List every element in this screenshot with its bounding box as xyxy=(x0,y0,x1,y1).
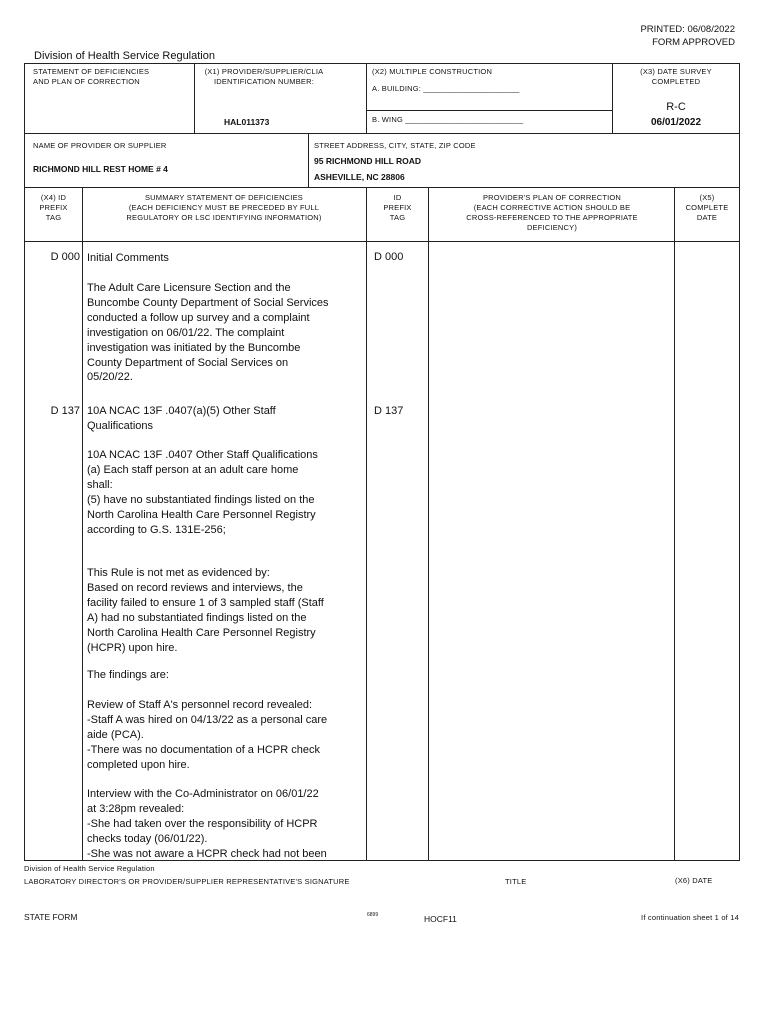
building-label: A. BUILDING: ______________________ xyxy=(372,84,520,93)
survey-date: 06/01/2022 xyxy=(650,117,702,128)
entry-d137-interview: Interview with the Co-Administrator on 06/01/22 at 3:28pm revealed: -She had taken over the responsibility of HCPR checks today (06/01/22). -She was not aware a HCPR check had not been xyxy=(87,788,327,860)
wing-label: B. WING ___________________________ xyxy=(372,115,524,124)
address-line1: 95 RICHMOND HILL ROAD xyxy=(314,156,422,166)
signature-label: LABORATORY DIRECTOR'S OR PROVIDER/SUPPLIER REPRESENTATIVE'S SIGNATURE xyxy=(24,877,350,886)
entry-d137-title: 10A NCAC 13F .0407(a)(5) Other Staff Qualifications xyxy=(87,405,276,432)
provider-name: RICHMOND HILL REST HOME # 4 xyxy=(33,164,168,174)
entry-d137-id-tag: D 137 xyxy=(374,405,404,417)
x3-label: (X3) DATE SURVEY COMPLETED xyxy=(640,67,712,86)
hocf-code: HOCF11 xyxy=(424,914,457,924)
entry-d000-id-tag: D 000 xyxy=(374,251,404,263)
address-label: STREET ADDRESS, CITY, STATE, ZIP CODE xyxy=(314,141,476,150)
entry-d000-title: Initial Comments xyxy=(87,252,169,264)
survey-code: R-C xyxy=(666,101,686,113)
entry-d137-review: Review of Staff A's personnel record revealed: -Staff A was hired on 04/13/22 as a personal care aide (PCA). -There was no documentation of a HCPR check completed upon hire. xyxy=(87,699,328,771)
col-x5-header: (X5) COMPLETE DATE xyxy=(685,193,729,222)
entry-d137-rule: 10A NCAC 13F .0407 Other Staff Qualifications (a) Each staff person at an adult care home shall: (5) have no substantiated findings listed on the North Carolina Health Care Personnel Registry according to G.S. 131E-256; xyxy=(87,449,318,536)
entry-d000-tag: D 000 xyxy=(50,251,80,263)
x2-label: (X2) MULTIPLE CONSTRUCTION xyxy=(372,67,493,76)
col-x4-header: (X4) ID PREFIX TAG xyxy=(39,193,68,222)
entry-d137-evidence: This Rule is not met as evidenced by: Based on record reviews and interviews, the facility failed to ensure 1 of 3 sampled staff (Staff A) had no substantiated findings listed on the North Carolina Health Care Personnel Registry (HCPR) upon hire. xyxy=(87,567,324,654)
agency-name: Division of Health Service Regulation xyxy=(34,50,215,62)
col-id-header: ID PREFIX TAG xyxy=(383,193,412,222)
provider-name-label: NAME OF PROVIDER OR SUPPLIER xyxy=(33,141,167,150)
footer-agency: Division of Health Service Regulation xyxy=(24,864,155,873)
form-code: 6899 xyxy=(367,912,379,918)
address-line2: ASHEVILLE, NC 28806 xyxy=(314,172,405,182)
continuation-sheet: If continuation sheet 1 of 14 xyxy=(641,913,739,922)
x1-label: (X1) PROVIDER/SUPPLIER/CLIA IDENTIFICATION NUMBER: xyxy=(204,67,324,86)
form-approved: FORM APPROVED xyxy=(652,37,735,48)
state-form-label: STATE FORM xyxy=(24,912,78,922)
printed-date: PRINTED: 06/08/2022 xyxy=(640,24,735,35)
col-summary-header: SUMMARY STATEMENT OF DEFICIENCIES (EACH DEFICIENCY MUST BE PRECEDED BY FULL REGULATORY OR LSC IDENTIFYING INFORMATION) xyxy=(126,193,322,222)
entry-d000-text: The Adult Care Licensure Section and the Buncombe County Department of Social Services conducted a follow up survey and a complaint investigation on 06/01/22. The complaint investigation was initiated by the Buncombe County Department of Social Services on 05/20/22. xyxy=(87,282,329,384)
x6-date-label: (X6) DATE xyxy=(675,876,713,885)
statement-label: STATEMENT OF DEFICIENCIES AND PLAN OF CORRECTION xyxy=(33,67,150,86)
provider-id: HAL011373 xyxy=(224,117,270,127)
entry-d137-tag: D 137 xyxy=(50,405,80,417)
entry-d137-findings: The findings are: xyxy=(87,669,169,681)
title-label: TITLE xyxy=(505,877,527,886)
col-plan-header: PROVIDER'S PLAN OF CORRECTION (EACH CORRECTIVE ACTION SHOULD BE CROSS-REFERENCED TO THE APPROPRIATE DEFICIENCY) xyxy=(466,193,638,232)
